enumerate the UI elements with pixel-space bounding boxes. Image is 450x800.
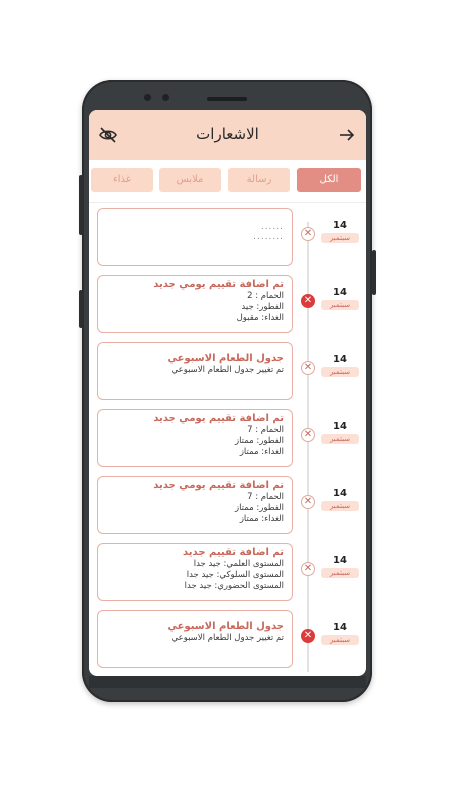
notification-card[interactable] [97,409,293,467]
notification-line: الغداء: ممتاز [239,447,284,457]
page-title: الاشعارات [196,125,259,143]
date-month: سبتمبر [321,635,359,645]
placeholder-dots: ...... ........ [253,222,284,242]
notification-row [89,342,366,402]
close-icon: ✕ [303,295,313,306]
camera-dot [144,94,151,101]
notification-title: تم اضافة تقييم يومي جديد [153,279,284,290]
close-icon: ✕ [303,496,313,507]
notification-line: الحمام : 2 [247,291,284,301]
date-day: 14 [333,488,347,499]
date-day: 14 [333,354,347,365]
close-icon: ✕ [303,630,313,641]
timeline-marker [301,562,315,576]
filter-tabs [89,168,366,194]
tab-all[interactable]: الكل [297,168,361,192]
timeline-marker [301,294,315,308]
notification-line: الحمام : 7 [247,492,284,502]
notification-line: تم تغيير جدول الطعام الاسبوعي [171,633,284,643]
timeline-marker [301,361,315,375]
date-month: سبتمبر [321,568,359,578]
notification-row [89,409,366,469]
phone-side-button [372,250,376,295]
close-icon: ✕ [303,228,313,239]
close-icon: ✕ [303,563,313,574]
notification-line: المستوى السلوكي: جيد جدا [186,570,284,580]
date-day: 14 [333,287,347,298]
tab-clothes[interactable]: ملابس [159,168,221,192]
close-icon: ✕ [303,362,313,373]
date-month: سبتمبر [321,434,359,444]
notification-title: جدول الطعام الاسبوعي [167,621,284,632]
notification-card[interactable] [97,275,293,333]
phone-side-button [79,290,83,328]
phone-bottom-bezel [89,676,366,688]
close-icon: ✕ [303,429,313,440]
notification-card[interactable] [97,543,293,601]
timeline-marker [301,227,315,241]
timeline-marker [301,428,315,442]
notification-line: الحمام : 7 [247,425,284,435]
timeline-marker [301,629,315,643]
notification-date [321,555,359,578]
date-day: 14 [333,421,347,432]
date-month: سبتمبر [321,501,359,511]
phone-top-bezel [82,90,372,106]
notification-line: الغداء: مقبول [236,313,284,323]
notification-date [321,421,359,444]
app-header [89,110,366,160]
notification-date [321,354,359,377]
notification-line: الفطور: جيد [241,302,284,312]
notification-title: تم اضافة تقييم يومي جديد [153,480,284,491]
app-screen [89,110,366,676]
divider [89,202,366,203]
notification-line: تم تغيير جدول الطعام الاسبوعي [171,365,284,375]
notification-card[interactable] [97,610,293,668]
phone-side-button [79,175,83,235]
notification-card[interactable] [97,342,293,400]
date-day: 14 [333,622,347,633]
date-day: 14 [333,220,347,231]
notification-line: الفطور: ممتاز [234,436,284,446]
notification-title: جدول الطعام الاسبوعي [167,353,284,364]
date-month: سبتمبر [321,233,359,243]
notification-date [321,220,359,243]
arrow-right-icon[interactable] [336,124,358,146]
notification-row [89,610,366,670]
notification-row [89,275,366,335]
date-day: 14 [333,555,347,566]
notification-title: تم اضافة تقييم يومي جديد [153,413,284,424]
notification-card[interactable] [97,476,293,534]
notification-date [321,287,359,310]
notification-line: المستوى العلمي: جيد جدا [193,559,284,569]
notification-date [321,488,359,511]
date-month: سبتمبر [321,367,359,377]
notification-line: المستوى الحضوري: جيد جدا [184,581,284,591]
notification-row [89,208,366,268]
notification-card[interactable] [97,208,293,266]
notification-title: تم اضافة تقييم جديد [183,547,284,558]
speaker-grille [207,97,247,101]
notification-date [321,622,359,645]
notification-row [89,543,366,603]
notification-line: الغداء: ممتاز [239,514,284,524]
notification-line: الفطور: ممتاز [234,503,284,513]
tab-message[interactable]: رسالة [228,168,290,192]
tab-food[interactable]: غذاء [91,168,153,192]
camera-dot [162,94,169,101]
timeline-marker [301,495,315,509]
notification-row [89,476,366,536]
date-month: سبتمبر [321,300,359,310]
